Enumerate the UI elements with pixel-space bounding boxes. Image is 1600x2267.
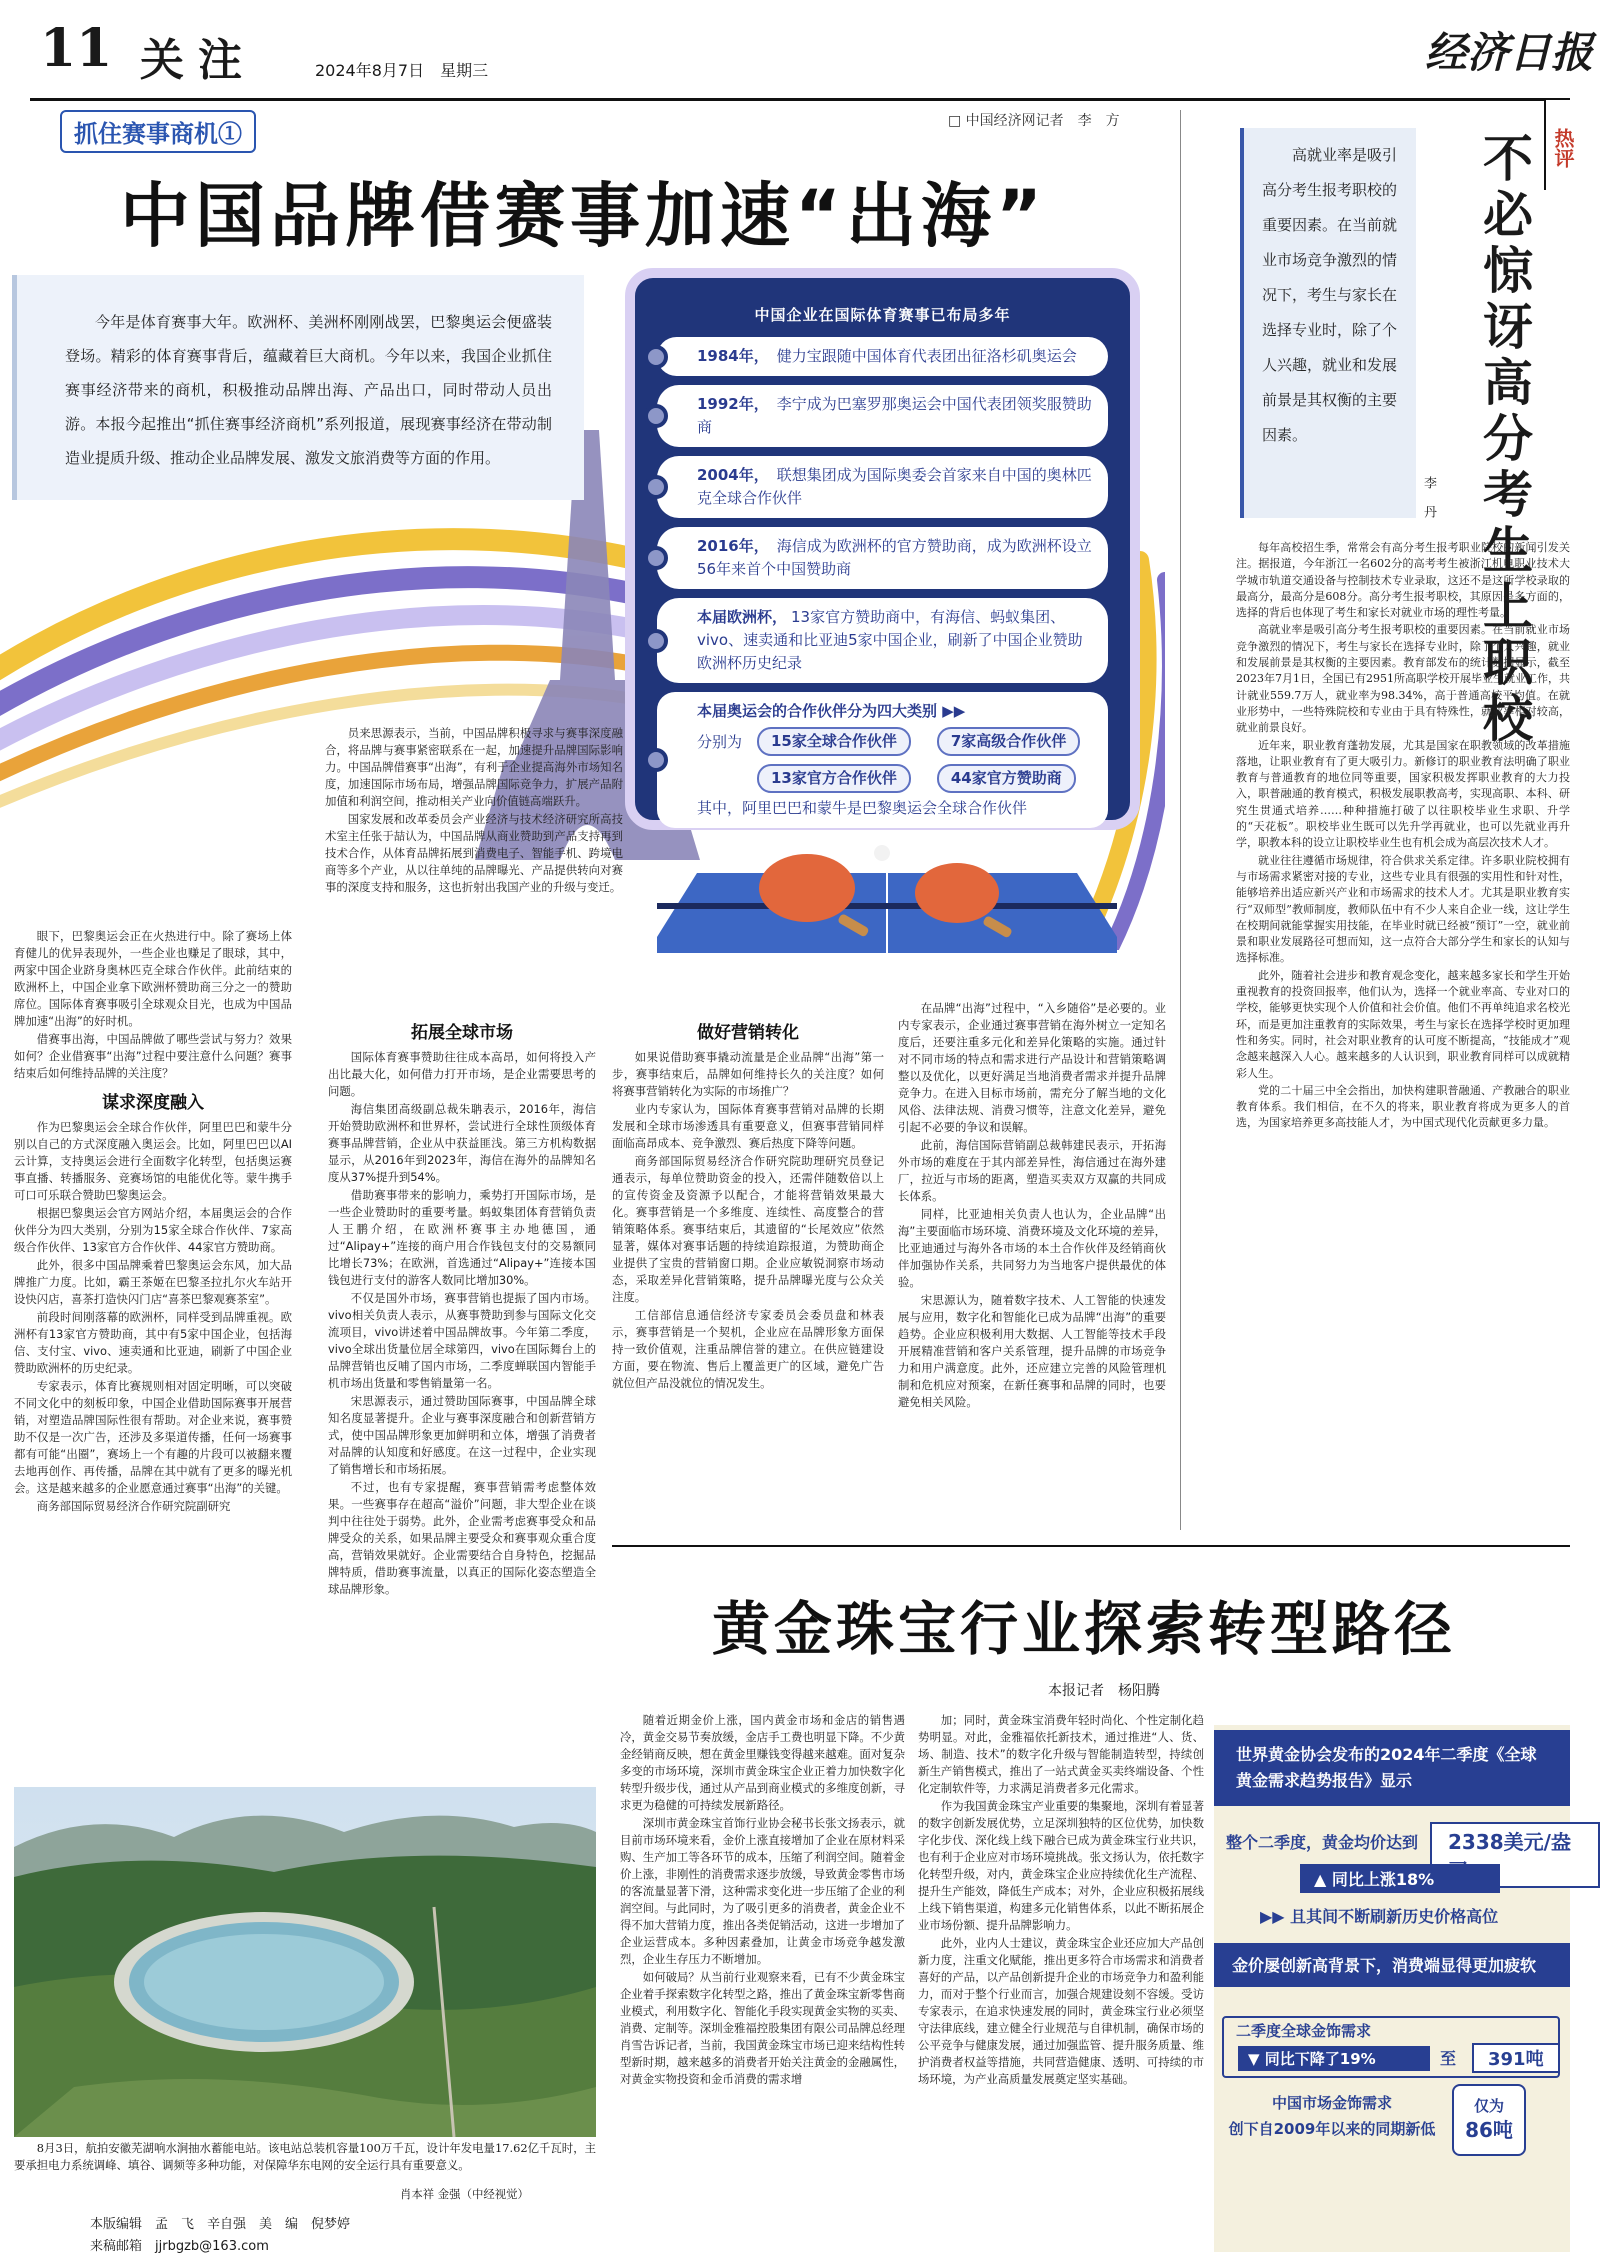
paragraph: 高就业率是吸引高分考生报考职校的重要因素。在当前就业市场竞争激烈的情况下，考生与家长在选择专业时，除了个人兴趣，就业和发展前景是其权衡的主要因素。教育部发布的统计数据显示，截至2023年7月1日，全国已有2951所高职学校开展毕业生就业工作，共计就业559.7万人，就业率为98.34%，高于普通高校平均值。在就业形势中，一些特殊院校和专业由于具有特殊性，就业率相对较高，就业前景良好。 xyxy=(1236,623,1570,735)
partners-prefix: 分别为 xyxy=(697,733,743,751)
subheading: 拓展全球市场 xyxy=(411,1023,513,1043)
photo-credit: 肖本祥 金强（中经视觉） xyxy=(400,2187,529,2201)
feature-headline: 中国品牌借赛事加速“出海” xyxy=(120,175,1048,257)
aerial-photo xyxy=(14,1787,596,2137)
partners-box xyxy=(657,692,1108,828)
price-value: 2338美元/盎 xyxy=(1430,1822,1600,1888)
partner-category: 13家官方合作伙伴 xyxy=(757,764,911,793)
paragraph: 国家发展和改革委员会产业经济与技术经济研究所高技术室主任张于喆认为，中国品牌从商业赞助到产品支持再到技术合作，从体育品牌拓展到消费电子、智能手机、跨境电商等多个产业，从以往单纯的品牌曝光、产品提供转向对赛事的深度支持和服务，这也折射出我国产业的升级与变迁。 xyxy=(325,812,623,894)
page-number: 11 xyxy=(40,18,113,79)
timeline-dot-icon xyxy=(644,475,668,499)
paragraph: 随着近期金价上涨，国内黄金市场和金店的销售遇冷，黄金交易节奏放缓，金店手工费也明显下降。不少黄金经销商反映，想在黄金里赚钱变得越来越难。面对复杂多变的市场环境，深圳市黄金珠宝企业正着力加快数字化转型升级步伐，通过从产品到商业模式的多维度创新，寻求更为稳健的可持续发展新路径。 xyxy=(620,1713,905,1812)
paragraph: 作为巴黎奥运会全球合作伙伴，阿里巴巴和蒙牛分别以自己的方式深度融入奥运会。比如，阿里巴巴以AI云计算，支持奥运会进行全面数字化转型，包括奥运赛事直播、转播服务、竞赛场馆的电能优化等。蒙牛携手可口可乐联合赞助巴黎奥运会。 xyxy=(14,1120,292,1202)
paragraph: 国际体育赛事赞助往往成本高昂，如何将投入产出比最大化，如何借力打开市场，是企业需要思考的问题。 xyxy=(328,1050,596,1098)
partners-lead: 本届奥运会的合作伙伴分为四大类别 ▶▶ xyxy=(697,702,966,720)
timeline-item: 1984年， 健力宝跟随中国体育代表团出征洛杉矶奥运会 xyxy=(657,337,1108,376)
paragraph: 不仅是国外市场，赛事营销也提振了国内市场。vivo相关负责人表示，从赛事赞助到参与国际文化交流项目，vivo讲述着中国品牌故事。今年第二季度，vivo全球出货量位居全球第四，vivo在国际舞台上的品牌营销也反哺了国内市场，二季度蝉联国内智能手机市场出货量和零售销量第一名。 xyxy=(328,1291,596,1390)
paragraph: 此外，业内人士建议，黄金珠宝企业还应加大产品创新力度，注重文化赋能，推出更多符合市场需求和消费者喜好的产品，以产品创新提升企业的市场竞争力和盈利能力，而对于整个行业而言，加强合规建设刻不容缓。受访专家表示，在追求快速发展的同时，黄金珠宝行业必须坚守法律底线，建立健全行业规范与自律机制，确保市场的公平竞争与健康发展，通过加强监管、提升服务质量、维护消费者权益等措施，共同营造健康、透明、可持续的市场环境，为产业高质量发展奠定坚实基础。 xyxy=(918,1936,1204,2086)
series-tag: 抓住赛事商机① xyxy=(60,110,256,153)
section-name: 关注 xyxy=(140,35,256,86)
paragraph: 就业往往遵循市场规律，符合供求关系定律。许多职业院校拥有与市场需求紧密对接的专业，这些专业具有很强的实用性和针对性，能够培养出适应新兴产业和市场需求的技术人才。尤其是职业教育实行“双师型”教师制度，教师队伍中有不少人来自企业一线，这让学生在校期间就能掌握实用技能，在毕业时就已经被“预订”一空，就业前景和职业发展路径可想而知，这一点符合大部分学生和家长的认知与选择标准。 xyxy=(1236,853,1570,965)
partners-note: 其中，阿里巴巴和蒙牛是巴黎奥运会全球合作伙伴 xyxy=(697,799,1028,817)
timeline-infographic xyxy=(625,268,1140,830)
paragraph: 作为我国黄金珠宝产业重要的集聚地，深圳有着显著的数字创新发展优势，立足深圳独特的区位优势，加快数字化步伐、深化线上线下融合已成为黄金珠宝行业共识，也有利于企业应对市场环境挑战。张文扬认为，依托数字化转型升级，对内，黄金珠宝企业应持续优化生产流程、提升生产能效，降低生产成本；对外，企业应积极拓展线上线下销售渠道，构建多元化销售体系，以此不断拓展企业市场份额、提升品牌影响力。 xyxy=(918,1799,1204,1932)
feature-column-2 xyxy=(328,1012,596,1599)
header-rule xyxy=(30,98,1570,101)
feature-column-4 xyxy=(898,1000,1166,1412)
photo-caption: 8月3日，航拍安徽芜湖响水涧抽水蓄能电站。该电站总装机容量100万千瓦，设计年发电量17.62亿千瓦时，主要承担电力系统调峰、填谷、调频等多种功能，对保障华东电网的安全运行具有重要意义。 xyxy=(14,2141,596,2172)
feature-byline: □ 中国经济网记者 李 方 xyxy=(948,113,1120,129)
masthead-logo: 经济日报 xyxy=(1425,28,1594,77)
feature-intro xyxy=(12,275,584,500)
gold-column-1 xyxy=(620,1712,905,2089)
sidebar-heading: 世界黄金协会发布的2024年二季度《全球黄金需求趋势报告》显示 xyxy=(1214,1730,1570,1806)
timeline-item: 2016年， 海信成为欧洲杯的官方赞助商，成为欧洲杯设立56年来首个中国赞助商 xyxy=(657,527,1108,589)
column-divider xyxy=(1180,110,1181,1530)
timeline-dot-icon xyxy=(644,629,668,653)
china-demand: 中国市场金饰需求 创下自2009年以来的同期新低 xyxy=(1228,2094,1436,2138)
paragraph: 此外，很多中国品牌乘着巴黎奥运会东风，加大品牌推广力度。比如，霸王茶姬在巴黎圣拉扎尔火车站开设快闪店，喜茶打造快闪门店“喜茶巴黎观赛茶室”。 xyxy=(14,1258,292,1306)
infographic-title: 中国企业在国际体育赛事已布局多年 xyxy=(754,306,1011,324)
staff-credits: 本版编辑 孟 飞 辛自强 美 编 倪梦婷 来稿邮箱 jjrbgzb@163.com xyxy=(90,2217,351,2254)
paragraph: 根据巴黎奥运会官方网站介绍，本届奥运会的合作伙伴分为四大类别，分别为15家全球合作伙伴、7家高级合作伙伴、13家官方合作伙伴、44家官方赞助商。 xyxy=(14,1206,292,1254)
paragraph: 商务部国际贸易经济合作研究院助理研究员登记通表示，每单位赞助资金的投入，还需伴随数倍以上的宣传资金及资源予以配合，才能将营销效果最大化。赛事营销是一个多维度、连续性、高度整合的营销策略体系。赛事结束后，其遗留的“长尾效应”依然显著，媒体对赛事话题的持续追踪报道，为赞助商企业提供了宝贵的营销窗口期。企业应敏锐洞察市场动态，采取差异化营销策略，提升品牌曝光度与公众关注度。 xyxy=(612,1154,884,1304)
paragraph: 深圳市黄金珠宝首饰行业协会秘书长张文扬表示，就目前市场环境来看，金价上涨直接增加了企业在原材料采购、生产加工等各环节的成本，压缩了利润空间。随着金价上涨，非刚性的消费需求逐步放缓，导致黄金零售市场的客流量显著下滑，这种需求变化进一步压缩了企业的利润空间。与此同时，为了吸引更多的消费者，黄金企业不得不加大营销力度，推出各类促销活动，这进一步增加了企业运营成本。多种因素叠加，让黄金市场竞争越发激烈，企业生存压力不断增加。 xyxy=(620,1816,905,1966)
timeline-item: 2004年， 联想集团成为国际奥委会首家来自中国的奥林匹克全球合作伙伴 xyxy=(657,456,1108,518)
commentary-title: 不必惊讶高分考生上职校 xyxy=(1475,132,1534,748)
demand-label: 二季度全球金饰需求 xyxy=(1236,2022,1372,2040)
timeline-dot-icon xyxy=(644,748,668,772)
ping-pong-table-graphic xyxy=(657,833,1117,953)
paragraph: 近年来，职业教育蓬勃发展，尤其是国家在职教领域的改革措施落地，让职业教育有了更大吸引力。新修订的职业教育法明确了职业教育与普通教育的地位同等重要，国家积极发挥职业教育的大力投入，职普融通的教育模式，积极发展职教高考，实现高职、本科、研究生贯通式培养……种种措施打破了以往职校毕业生求职、升学的“天花板”。职校毕业生既可以先升学再就业，也可以先就业再升学，职教本科的设立让职校毕业生也有机会成为高层次技术人才。 xyxy=(1236,738,1570,850)
paragraph: 此外，随着社会进步和教育观念变化，越来越多家长和学生开始重视教育的投资回报率，他们认为，选择一个就业率高、专业对口的学校，能够更快实现个人价值和社会价值。他们不再单纯追求名校光环，而是更加注重教育的实际效果，考生与家长在选择学校时更加理性和务实。同时，社会对职业教育的认可度不断提高，“技能成才”观念越来越深入人心。越来越多的人认识到，职业教育同样可以成就精彩人生。 xyxy=(1236,968,1570,1080)
paragraph: 宋思源表示，通过赞助国际赛事，中国品牌全球知名度显著提升。企业与赛事深度融合和创新营销方式，使中国品牌形象更加鲜明和立体，增强了消费者对品牌的认知度和好感度。在这一过程中，企业实现了销售增长和市场拓展。 xyxy=(328,1394,596,1476)
subheading: 做好营销转化 xyxy=(697,1023,799,1043)
paragraph: 如果说借助赛事撬动流量是企业品牌“出海”第一步，赛事结束后，品牌如何维持长久的关注度？如何将赛事营销转化为实际的市场推广？ xyxy=(612,1050,884,1098)
partner-category: 7家高级合作伙伴 xyxy=(937,727,1080,756)
intro-text: 今年是体育赛事大年。欧洲杯、美洲杯刚刚战罢，巴黎奥运会便盛装登场。精彩的体育赛事背后，蕴藏着巨大商机。今年以来，我国企业抓住赛事经济带来的商机，积极推动品牌出海、产品出口，同时带动人员出游。本报今起推出“抓住赛事经济商机”系列报道，展现赛事经济在带动制造业提质升级、推动企业品牌发展、激发文旅消费等方面的作用。 xyxy=(65,313,552,467)
subheading: 谋求深度融入 xyxy=(102,1093,204,1113)
price-yoy: ▲ 同比上涨18% xyxy=(1300,1864,1500,1893)
gold-column-2 xyxy=(918,1712,1204,2089)
demand-value: 391吨 xyxy=(1472,2043,1560,2073)
gold-headline: 黄金珠宝行业探索转型路径 xyxy=(712,1595,1457,1663)
feature-column-top xyxy=(325,725,623,897)
gold-byline: 本报记者 杨阳腾 xyxy=(1048,1683,1160,1699)
demand-drop: ▼ 同比下降了19% xyxy=(1238,2046,1430,2071)
paragraph: 每年高校招生季，常常会有高分考生报考职业院校的新闻引发关注。据报道，今年浙江一名602分的高考考生被浙江机电职业技术大学城市轨道交通设备与控制技术专业录取，这还不是这所学校录取的最高分，最高分是608分。高分考生报考职校，其原因是多方面的，选择的背后也体现了考生和家长对就业市场的理性考量。 xyxy=(1236,541,1570,620)
timeline-dot-icon xyxy=(644,345,668,369)
partner-category: 15家全球合作伙伴 xyxy=(757,727,911,756)
record-note: ▶▶ 且其间不断刷新历史价格高位 xyxy=(1260,1907,1499,1926)
paragraph: 借赛事出海，中国品牌做了哪些尝试与努力？效果如何？企业借赛事“出海”过程中要注意什么问题？赛事结束后如何维持品牌的关注度？ xyxy=(14,1032,292,1080)
paragraph: 不过，也有专家提醒，赛事营销需考虑整体效果。一些赛事存在超高“溢价”问题，非大型企业在谈判中往往处于弱势。此外，企业需考虑赛事受众和品牌受众的关系，如果品牌主要受众和赛事观众重合度高，营销效果就好。企业需要结合自身特色，挖掘品牌特质，借助赛事流量，以真正的国际化姿态塑造全球品牌形象。 xyxy=(328,1480,596,1596)
issue-date: 2024年8月7日 星期三 xyxy=(315,61,489,80)
timeline-item: 1992年， 李宁成为巴塞罗那奥运会中国代表团领奖服赞助商 xyxy=(657,385,1108,447)
paragraph: 员来思源表示，当前，中国品牌积极寻求与赛事深度融合，将品牌与赛事紧密联系在一起，加速提升品牌国际影响力。中国品牌借赛事“出海”，有利于企业提高海外市场知名度，加速国际市场布局，增强品牌国际竞争力，扩展产品附加值和利润空间，推动相关产业向价值链高端跃升。 xyxy=(325,726,623,808)
commentary-author: 李丹 xyxy=(1421,476,1436,534)
paragraph: 此前，海信国际营销副总裁韩建民表示，开拓海外市场的难度在于其内部差异性，海信通过在海外建厂，拉近与市场的距离，塑造买卖双方双赢的共同成长体系。 xyxy=(898,1138,1166,1203)
paragraph: 专家表示，体育比赛规则相对固定明晰，可以突破不同文化中的刻板印象，中国企业借助国际赛事开展营销，对塑造品牌国际性很有帮助。对企业来说，赛事赞助不仅是一次广告，还涉及多渠道传播，任何一场赛事都有可能“出圈”，赛场上一个有趣的片段可以被翻来覆去地再创作、再传播，品牌在其中就有了更多的曝光机会。这是越来越多的企业愿意通过赛事“出海”的关键。 xyxy=(14,1379,292,1495)
feature-column-3 xyxy=(612,1012,884,1393)
sidebar-band: 金价屡创新高背景下，消费端显得更加疲软 xyxy=(1214,1943,1570,1987)
pullquote-text: 高就业率是吸引高分考生报考职校的重要因素。在当前就业市场竞争激烈的情况下，考生与家长在选择专业时，除了个人兴趣，就业和发展前景是其权衡的主要因素。 xyxy=(1262,146,1398,444)
price-label: 整个二季度，黄金均价达到 xyxy=(1226,1833,1419,1852)
pullquote xyxy=(1240,128,1416,518)
section-divider xyxy=(612,1545,1570,1547)
paragraph: 工信部信息通信经济专家委员会委员盘和林表示，赛事营销是一个契机，企业应在品牌形象方面保持一致价值观，注重品牌信誉的建立。在供应链建设方面，要在物流、售后上覆盖更广的区域，避免广告就位但产品没就位的情况发生。 xyxy=(612,1308,884,1390)
commentary-tag: 热评 xyxy=(1544,100,1578,190)
paragraph: 在品牌“出海”过程中，“入乡随俗”是必要的。业内专家表示，企业通过赛事营销在海外树立一定知名度后，还要注重多元化和差异化策略的实施。通过针对不同市场的特点和需求进行产品设计和营销策略调整以及优化，以更好满足当地消费者需求并提升品牌竞争力。在进入目标市场前，需充分了解当地的文化风俗、法律法规、消费习惯等，注意文化差异，避免引起不必要的争议和误解。 xyxy=(898,1001,1166,1134)
paragraph: 借助赛事带来的影响力，乘势打开国际市场，是一些企业赞助时的重要考量。蚂蚁集团体育营销负责人王鹏介绍，在欧洲杯赛事主办地德国，通过“Alipay+”连接的商户用合作钱包支付的交易额同比增长73%；在欧洲，首选通过“Alipay+”连接本国钱包进行支付的游客人数同比增加30%。 xyxy=(328,1188,596,1287)
paragraph: 同样，比亚迪相关负责人也认为，企业品牌“出海”主要面临市场环境、消费环境及文化环境的差异，比亚迪通过与海外各市场的本土合作伙伴及经销商伙伴加强协作关系，共同努力为当地客户提供最优的体验。 xyxy=(898,1207,1166,1289)
paragraph: 业内专家认为，国际体育赛事营销对品牌的长期发展和全球市场渗透具有重要意义，但赛事营销同样面临高昂成本、竞争激烈、赛后热度下降等问题。 xyxy=(612,1102,884,1150)
paragraph: 宋思源认为，随着数字技术、人工智能的快速发展与应用，数字化和智能化已成为品牌“出海”的重要趋势。企业应积极利用大数据、人工智能等技术手段开展精准营销和客户关系管理，提升品牌的市场竞争力和用户满意度。此外，还应建立完善的风险管理机制和危机应对预案，在新任赛事和品牌的同时，也要避免相关风险。 xyxy=(898,1293,1166,1409)
paragraph: 海信集团高级副总裁朱聃表示，2016年，海信开始赞助欧洲杯和世界杯，尝试进行全球性顶级体育赛事品牌营销，企业从中获益匪浅。第三方机构数据显示，从2016年到2023年，海信在海外的品牌知名度从37%提升到54%。 xyxy=(328,1102,596,1184)
timeline-item: 本届欧洲杯， 13家官方赞助商中，有海信、蚂蚁集团、vivo、速卖通和比亚迪5家中国企业，刷新了中国企业赞助欧洲杯历史纪录 xyxy=(657,598,1108,683)
china-demand-value: 仅为 86吨 xyxy=(1452,2084,1526,2156)
paragraph: 前段时间刚落幕的欧洲杯，同样受到品牌重视。欧洲杯有13家官方赞助商，其中有5家中国企业，包括海信、支付宝、vivo、速卖通和比亚迪，刷新了中国企业赞助欧洲杯的历史纪录。 xyxy=(14,1310,292,1375)
paragraph: 眼下，巴黎奥运会正在火热进行中。除了赛场上体育健儿的优异表现外，一些企业也赚足了眼球，其中，两家中国企业跻身奥林匹克全球合作伙伴。此前结束的欧洲杯上，中国企业拿下欧洲杯赞助商三分之一的赞助席位。国际体育赛事吸引全球观众目光，也成为中国品牌加速“出海”的好时机。 xyxy=(14,929,292,1028)
commentary-body xyxy=(1236,540,1570,1133)
paragraph: 如何破局？从当前行业观察来看，已有不少黄金珠宝企业着手探索数字化转型之路，推出了黄金珠宝新零售商业模式，利用数字化、智能化手段实现黄金实物的买卖、消费、定制等。深圳金雅福控股集团有限公司品牌总经理肖雪告诉记者，当前，我国黄金珠宝市场已迎来结构性转型新时期，越来越多的消费者开始关注黄金的金融属性，对黄金实物投资和金币消费的需求增 xyxy=(620,1970,905,2086)
partner-category: 44家官方赞助商 xyxy=(937,764,1076,793)
feature-column-1 xyxy=(14,928,292,1516)
demand-to: 至 xyxy=(1440,2049,1457,2068)
timeline-dot-icon xyxy=(644,546,668,570)
timeline-dot-icon xyxy=(644,404,668,428)
paragraph: 加；同时，黄金珠宝消费年轻时尚化、个性定制化趋势明显。对此，金雅福依托新技术，通过推进“人、货、场、制造、技术”的数字化升级与智能制造转型，持续创新生产销售模式，推出了一站式黄金买卖终端设备、个性化定制软件等，力求满足消费者多元化需求。 xyxy=(918,1713,1204,1795)
paragraph: 党的二十届三中全会指出，加快构建职普融通、产教融合的职业教育体系。我们相信，在不久的将来，职业教育将成为更多人的首选，为国家培养更多高技能人才，为中国式现代化贡献更多力量。 xyxy=(1236,1083,1570,1130)
paragraph: 商务部国际贸易经济合作研究院副研究 xyxy=(36,1499,231,1513)
